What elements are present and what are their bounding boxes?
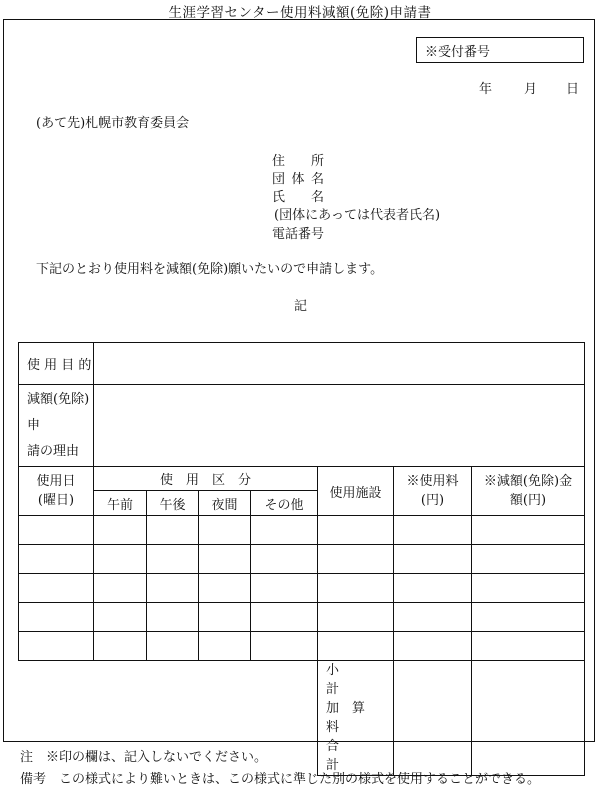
facility-header — [318, 467, 394, 516]
purpose-input[interactable] — [94, 343, 585, 385]
facility-cell[interactable] — [318, 545, 394, 574]
reduced-amount-header — [472, 467, 585, 516]
remark-text: 備考 この様式により難いときは、この様式に準じた別の様式を使用することができる。 — [20, 772, 541, 787]
other-cell[interactable] — [251, 516, 318, 545]
subtotal-label: 小 計 — [326, 663, 379, 697]
totals-fee-cell[interactable] — [394, 661, 472, 776]
name-label: 氏 名 — [272, 190, 324, 205]
reduced-cell[interactable] — [472, 516, 585, 545]
date-cell[interactable] — [19, 545, 94, 574]
morning-cell[interactable] — [94, 574, 147, 603]
other-cell[interactable] — [251, 632, 318, 661]
afternoon-cell[interactable] — [147, 545, 199, 574]
fee-header — [394, 467, 472, 516]
fee-cell[interactable] — [394, 516, 472, 545]
morning-cell[interactable] — [94, 603, 147, 632]
facility-cell[interactable] — [318, 632, 394, 661]
purpose-label: 使 用 目 的 — [27, 358, 92, 373]
fee-cell[interactable] — [394, 603, 472, 632]
facility-cell[interactable] — [318, 516, 394, 545]
date-cell[interactable] — [19, 574, 94, 603]
reduced-cell[interactable] — [472, 574, 585, 603]
receipt-number-label: ※受付番号 — [425, 45, 491, 60]
table-row — [19, 574, 585, 603]
morning-cell[interactable] — [94, 516, 147, 545]
other-cell[interactable] — [251, 545, 318, 574]
fee-cell[interactable] — [394, 545, 472, 574]
reduced-amount-unit: 額(円) — [509, 493, 547, 508]
reason-label-line2: 請の理由 — [27, 443, 80, 459]
afternoon-cell[interactable] — [147, 516, 199, 545]
note-text: 注 ※印の欄は、記入しないでください。 — [20, 750, 268, 765]
addressee: (あて先)札幌市教育委員会 — [36, 116, 190, 131]
date-cell[interactable] — [19, 632, 94, 661]
facility-cell[interactable] — [318, 574, 394, 603]
use-category-label: 使 用 区 分 — [159, 473, 251, 488]
afternoon-cell[interactable] — [147, 603, 199, 632]
use-date-header — [19, 467, 94, 516]
night-cell[interactable] — [199, 632, 251, 661]
ki-heading: 記 — [294, 299, 308, 314]
date-cell[interactable] — [19, 603, 94, 632]
table-row — [19, 603, 585, 632]
page-title: 生涯学習センター使用料減額(免除)申請書 — [168, 5, 432, 21]
reduced-cell[interactable] — [472, 632, 585, 661]
surcharge-label: 加 算 料 — [326, 701, 379, 735]
night-cell[interactable] — [199, 603, 251, 632]
reduced-cell[interactable] — [472, 603, 585, 632]
table-row — [19, 632, 585, 661]
totals-reduced-cell[interactable] — [472, 661, 585, 776]
morning-cell[interactable] — [94, 632, 147, 661]
table-row — [19, 545, 585, 574]
facility-label: 使用施設 — [329, 485, 382, 501]
reduced-cell[interactable] — [472, 545, 585, 574]
period-night: 夜間 — [199, 491, 251, 516]
date-year-label: 年 — [479, 82, 493, 97]
reduced-amount-label: ※減額(免除)金 — [483, 474, 573, 489]
use-category-header — [94, 467, 318, 491]
representative-note: (団体にあっては代表者氏名) — [274, 208, 441, 223]
application-table — [18, 342, 585, 776]
reason-label-line1: 減額(免除)申 — [27, 391, 90, 433]
other-cell[interactable] — [251, 603, 318, 632]
group-name-label: 団 体 名 — [272, 172, 324, 187]
fee-label: ※使用料 — [406, 474, 459, 489]
date-day-label: 日 — [566, 82, 580, 97]
use-date-label: 使用日 — [36, 474, 76, 489]
fee-cell[interactable] — [394, 574, 472, 603]
fee-unit: (円) — [420, 493, 445, 508]
morning-cell[interactable] — [94, 545, 147, 574]
phone-label: 電話番号 — [272, 227, 325, 242]
table-row — [19, 516, 585, 545]
totals-label-cell — [318, 661, 394, 776]
receipt-number-field[interactable] — [416, 37, 584, 63]
night-cell[interactable] — [199, 545, 251, 574]
purpose-label-cell — [19, 343, 94, 385]
date-month-label: 月 — [524, 82, 538, 97]
afternoon-cell[interactable] — [147, 574, 199, 603]
address-label: 住 所 — [272, 154, 324, 169]
request-statement: 下記のとおり使用料を減額(免除)願いたいので申請します。 — [36, 262, 384, 277]
night-cell[interactable] — [199, 516, 251, 545]
night-cell[interactable] — [199, 574, 251, 603]
total-label: 合 計 — [326, 739, 379, 773]
period-afternoon: 午後 — [147, 491, 199, 516]
reason-input[interactable] — [94, 385, 585, 467]
fee-cell[interactable] — [394, 632, 472, 661]
period-morning: 午前 — [94, 491, 147, 516]
date-cell[interactable] — [19, 516, 94, 545]
afternoon-cell[interactable] — [147, 632, 199, 661]
reason-label-cell — [19, 385, 94, 467]
facility-cell[interactable] — [318, 603, 394, 632]
weekday-label: (曜日) — [37, 493, 75, 508]
other-cell[interactable] — [251, 574, 318, 603]
period-other: その他 — [251, 491, 318, 516]
